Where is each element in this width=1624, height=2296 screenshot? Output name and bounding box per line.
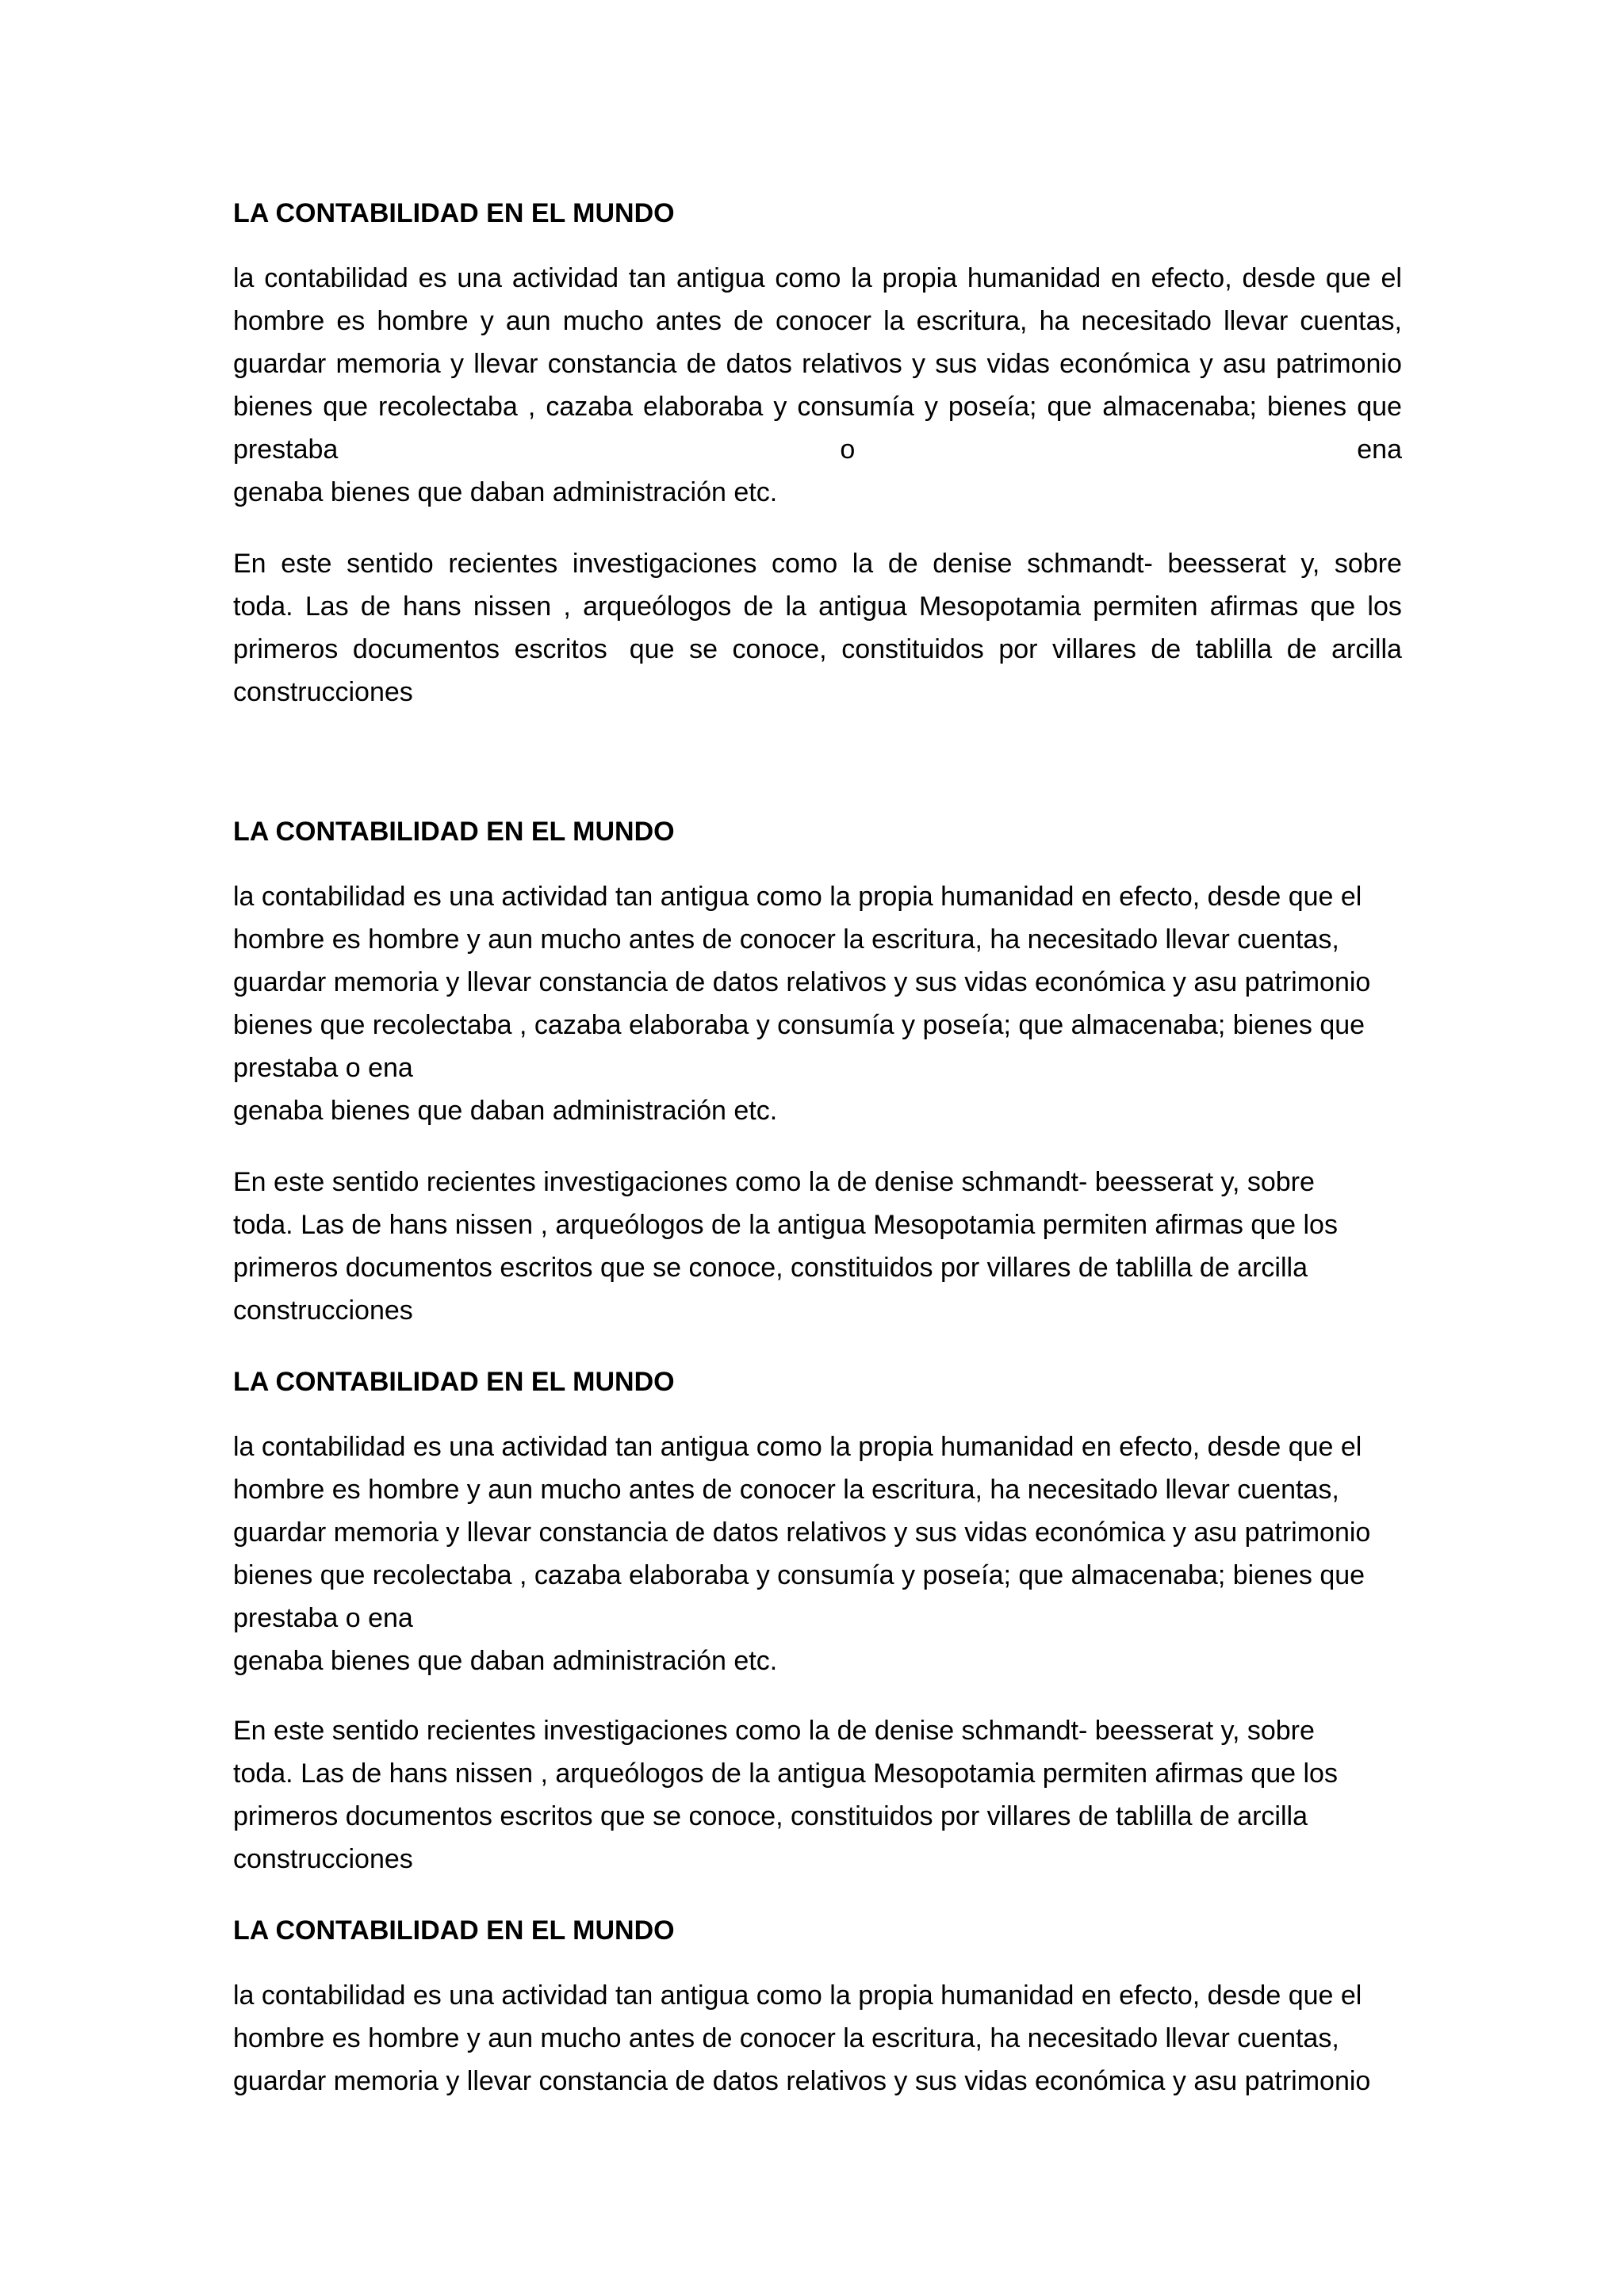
word: toda.	[233, 591, 293, 622]
word: beesserat	[1167, 549, 1286, 579]
word: prestaba	[233, 434, 339, 465]
word: o	[840, 434, 856, 465]
word: económica	[1059, 349, 1190, 379]
word: sobre	[1334, 549, 1402, 579]
word: de	[743, 591, 774, 622]
word: actividad	[511, 263, 619, 293]
justified-line	[233, 628, 1402, 671]
word: conoce,	[732, 634, 827, 664]
word: patrimonio	[1276, 349, 1402, 379]
word: denise	[933, 549, 1013, 579]
word: propia	[882, 263, 958, 293]
paragraph-line: bienes que recolectaba , cazaba elaboraba y consumía y poseía; que almacenaba; bienes que	[233, 1010, 1365, 1040]
section-4	[233, 1909, 1402, 1952]
paragraph-line: prestaba o ena	[233, 1603, 413, 1633]
paragraph-line: primeros documentos escritos que se conoce, constituidos por villares de tablilla de arcilla	[233, 1253, 1308, 1283]
word: en	[1110, 263, 1141, 293]
section-heading: LA CONTABILIDAD EN EL MUNDO	[233, 1367, 675, 1397]
word: constancia	[547, 349, 677, 379]
paragraph-line: En este sentido recientes investigaciones como la de denise schmandt- beesserat y, sobre	[233, 1167, 1315, 1197]
word: hombre	[233, 306, 325, 336]
word: y	[1199, 349, 1213, 379]
word: es	[336, 306, 366, 336]
word: tablilla	[1195, 634, 1273, 664]
paragraph-line: construcciones	[233, 1844, 413, 1874]
section-3-paragraph-2	[233, 1709, 1402, 1881]
word: documentos	[352, 634, 500, 664]
paragraph-line: hombre es hombre y aun mucho antes de conocer la escritura, ha necesitado llevar cuentas,	[233, 2023, 1339, 2053]
word: efecto,	[1151, 263, 1232, 293]
word: que	[1310, 591, 1356, 622]
word: ,	[563, 591, 571, 622]
section-heading: LA CONTABILIDAD EN EL MUNDO	[233, 198, 675, 228]
section-3	[233, 1360, 1402, 1403]
word: antes	[655, 306, 722, 336]
justified-line	[233, 300, 1402, 342]
word: que	[1357, 392, 1402, 422]
section-1	[233, 192, 1402, 235]
word: ha	[1039, 306, 1070, 336]
paragraph-line: genaba bienes que daban administración etc.	[233, 1646, 778, 1676]
word: como	[772, 549, 838, 579]
word: nissen	[473, 591, 552, 622]
word: de	[733, 306, 764, 336]
word: antigua	[676, 263, 765, 293]
word: los	[1367, 591, 1402, 622]
word: de	[686, 349, 717, 379]
word: En	[233, 549, 266, 579]
word: bienes	[1266, 392, 1347, 422]
justified-line	[233, 428, 1402, 471]
paragraph-line: la contabilidad es una actividad tan antigua como la propia humanidad en efecto, desde que el	[233, 882, 1362, 912]
word: vidas	[986, 349, 1050, 379]
word: la	[851, 263, 872, 293]
word: y	[912, 349, 925, 379]
word: arcilla	[1331, 634, 1402, 664]
word: memoria	[335, 349, 441, 379]
word: conocer	[776, 306, 872, 336]
paragraph-line: guardar memoria y llevar constancia de datos relativos y sus vidas económica y asu patrimonio	[233, 967, 1371, 997]
justified-line	[233, 542, 1402, 585]
word: llevar	[473, 349, 538, 379]
paragraph-line: primeros documentos escritos que se conoce, constituidos por villares de tablilla de arcilla	[233, 1801, 1308, 1831]
word: poseía;	[948, 392, 1037, 422]
word: consumía	[797, 392, 914, 422]
word: Mesopotamia	[918, 591, 1082, 622]
section-2	[233, 810, 1402, 853]
word: y,	[1300, 549, 1320, 579]
justified-line	[233, 385, 1402, 428]
paragraph-line: prestaba o ena	[233, 1053, 413, 1083]
word: arqueólogos	[583, 591, 732, 622]
word: la	[852, 549, 874, 579]
word: una	[457, 263, 503, 293]
section-heading: LA CONTABILIDAD EN EL MUNDO	[233, 817, 675, 847]
section-heading: LA CONTABILIDAD EN EL MUNDO	[233, 1915, 675, 1946]
word: recientes	[448, 549, 558, 579]
word: necesitado	[1081, 306, 1212, 336]
word: de	[1151, 634, 1182, 664]
paragraph-line: genaba bienes que daban administración etc.	[233, 477, 778, 507]
word: constituidos	[841, 634, 984, 664]
word: de	[1286, 634, 1317, 664]
section-1-paragraph-1	[233, 257, 1402, 514]
word: guardar	[233, 349, 327, 379]
paragraph-line: construcciones	[233, 677, 413, 707]
word: bienes	[233, 392, 313, 422]
word: relativos	[802, 349, 902, 379]
paragraph-line: toda. Las de hans nissen , arqueólogos de la antigua Mesopotamia permiten afirmas que los	[233, 1210, 1338, 1240]
justified-line	[233, 585, 1402, 628]
word: de	[887, 549, 918, 579]
word: desde	[1242, 263, 1316, 293]
word: recolectaba	[378, 392, 518, 422]
section-1-paragraph-2	[233, 542, 1402, 714]
word: villares	[1052, 634, 1136, 664]
word: que	[323, 392, 368, 422]
word: humanidad	[967, 263, 1101, 293]
word: investigaciones	[572, 549, 757, 579]
section-2-paragraph-2	[233, 1161, 1402, 1332]
paragraph-line: la contabilidad es una actividad tan antigua como la propia humanidad en efecto, desde que el	[233, 1432, 1362, 1462]
section-2-paragraph-1	[233, 875, 1402, 1132]
word: mucho	[562, 306, 644, 336]
word: y	[480, 306, 494, 336]
word: y	[924, 392, 938, 422]
word: la	[883, 306, 905, 336]
word: que	[629, 634, 675, 664]
paragraph-line: hombre es hombre y aun mucho antes de conocer la escritura, ha necesitado llevar cuentas,	[233, 924, 1339, 955]
word: contabilidad	[264, 263, 408, 293]
word: y	[773, 392, 787, 422]
word: elaboraba	[643, 392, 764, 422]
word: aun	[505, 306, 551, 336]
word: ena	[1357, 434, 1402, 465]
word: cuentas,	[1300, 306, 1402, 336]
word: almacenaba;	[1102, 392, 1257, 422]
paragraph-line: bienes que recolectaba , cazaba elaboraba y consumía y poseía; que almacenaba; bienes que	[233, 1560, 1365, 1590]
paragraph-line: guardar memoria y llevar constancia de datos relativos y sus vidas económica y asu patrimonio	[233, 1517, 1371, 1548]
word: este	[281, 549, 332, 579]
word: que	[1047, 392, 1093, 422]
justified-line	[233, 342, 1402, 385]
paragraph-line: construcciones	[233, 1295, 413, 1326]
word: por	[998, 634, 1038, 664]
word: permiten	[1093, 591, 1198, 622]
word: schmandt-	[1027, 549, 1153, 579]
word: de	[360, 591, 391, 622]
paragraph-line: genaba bienes que daban administración etc.	[233, 1096, 778, 1126]
paragraph-line: En este sentido recientes investigaciones como la de denise schmandt- beesserat y, sobre	[233, 1716, 1315, 1746]
word: Las	[304, 591, 349, 622]
section-4-paragraph-1	[233, 1974, 1402, 2103]
word: es	[418, 263, 447, 293]
word: el	[1381, 263, 1402, 293]
word: ,	[527, 392, 536, 422]
word: hans	[402, 591, 462, 622]
paragraph-line: la contabilidad es una actividad tan antigua como la propia humanidad en efecto, desde que el	[233, 1980, 1362, 2011]
word: primeros	[233, 634, 339, 664]
word: afirmas	[1209, 591, 1299, 622]
justified-line	[233, 257, 1402, 300]
word: se	[689, 634, 718, 664]
word: hombre	[377, 306, 469, 336]
word: sus	[935, 349, 978, 379]
word: sentido	[347, 549, 434, 579]
word: llevar	[1224, 306, 1289, 336]
word: y	[450, 349, 464, 379]
word: asu	[1223, 349, 1266, 379]
section-3-paragraph-1	[233, 1425, 1402, 1682]
word: cazaba	[546, 392, 633, 422]
paragraph-line: hombre es hombre y aun mucho antes de conocer la escritura, ha necesitado llevar cuentas,	[233, 1475, 1339, 1505]
word: antigua	[818, 591, 907, 622]
paragraph-line: guardar memoria y llevar constancia de datos relativos y sus vidas económica y asu patrimonio	[233, 2066, 1371, 2096]
paragraph-line: toda. Las de hans nissen , arqueólogos de la antigua Mesopotamia permiten afirmas que los	[233, 1758, 1338, 1789]
word: como	[775, 263, 841, 293]
word: la	[233, 263, 255, 293]
word: escritura,	[916, 306, 1028, 336]
word: tan	[628, 263, 667, 293]
word: que	[1325, 263, 1371, 293]
word: datos	[726, 349, 792, 379]
word: escritos	[514, 634, 615, 664]
word: la	[785, 591, 806, 622]
